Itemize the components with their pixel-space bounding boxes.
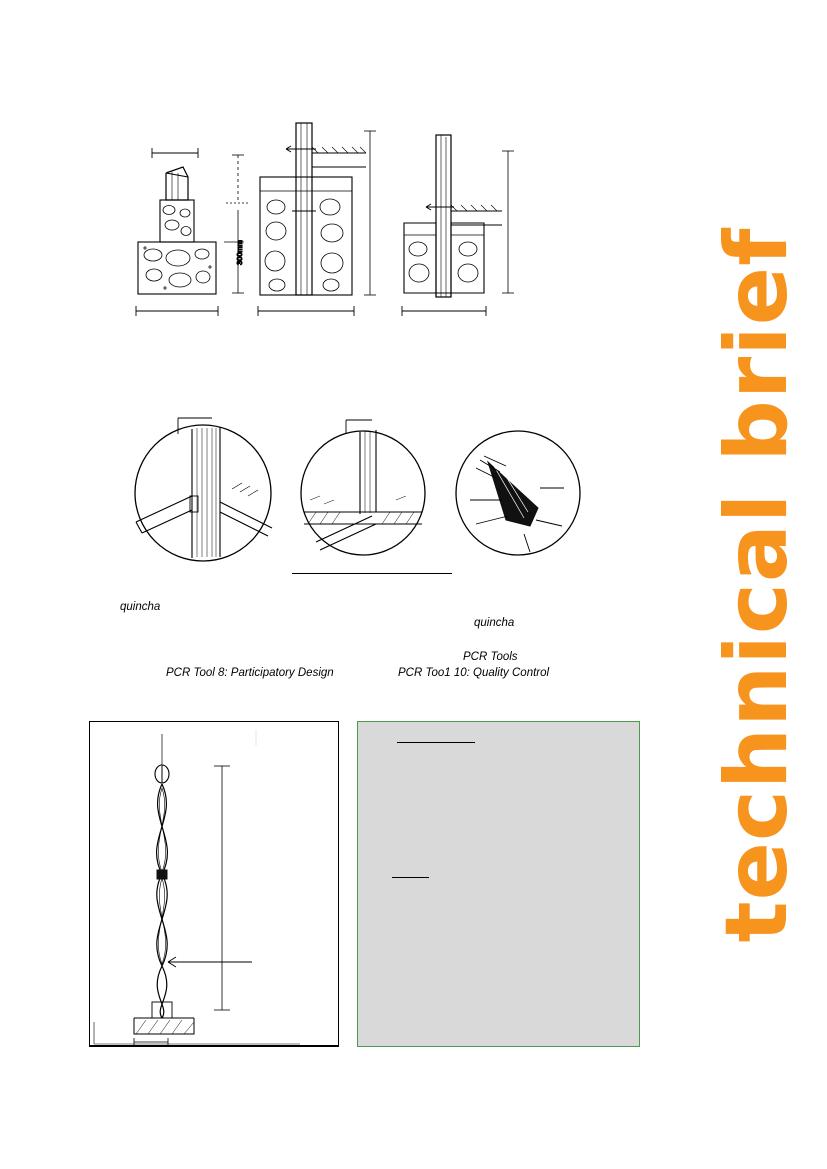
notes-panel-rule-mid <box>392 877 429 878</box>
notes-panel-rule-top <box>397 742 475 743</box>
column-elevation-drawing <box>89 721 339 1047</box>
caption-quincha-1: quincha <box>120 601 161 613</box>
figure-divider-rule <box>292 573 452 574</box>
foundation-details-row <box>120 115 540 345</box>
connection-detail-circles <box>120 400 560 580</box>
connection-detail-circles-svg <box>120 400 560 580</box>
caption-quincha-2: quincha <box>474 617 515 629</box>
dimension-300mm: 300mm <box>235 239 244 265</box>
caption-pcr-tool-10: PCR Too1 10: Quality Control <box>398 667 550 679</box>
notes-panel <box>357 721 640 1047</box>
column-elevation-svg <box>90 722 338 1046</box>
caption-pcr-tools: PCR Tools <box>463 651 518 663</box>
side-title-band <box>687 0 827 1169</box>
box-bottom-rule <box>90 1045 338 1046</box>
foundation-details-svg <box>120 115 540 345</box>
caption-pcr-tool-8: PCR Tool 8: Participatory Design <box>166 667 334 679</box>
page-title: technical brief <box>707 227 807 942</box>
